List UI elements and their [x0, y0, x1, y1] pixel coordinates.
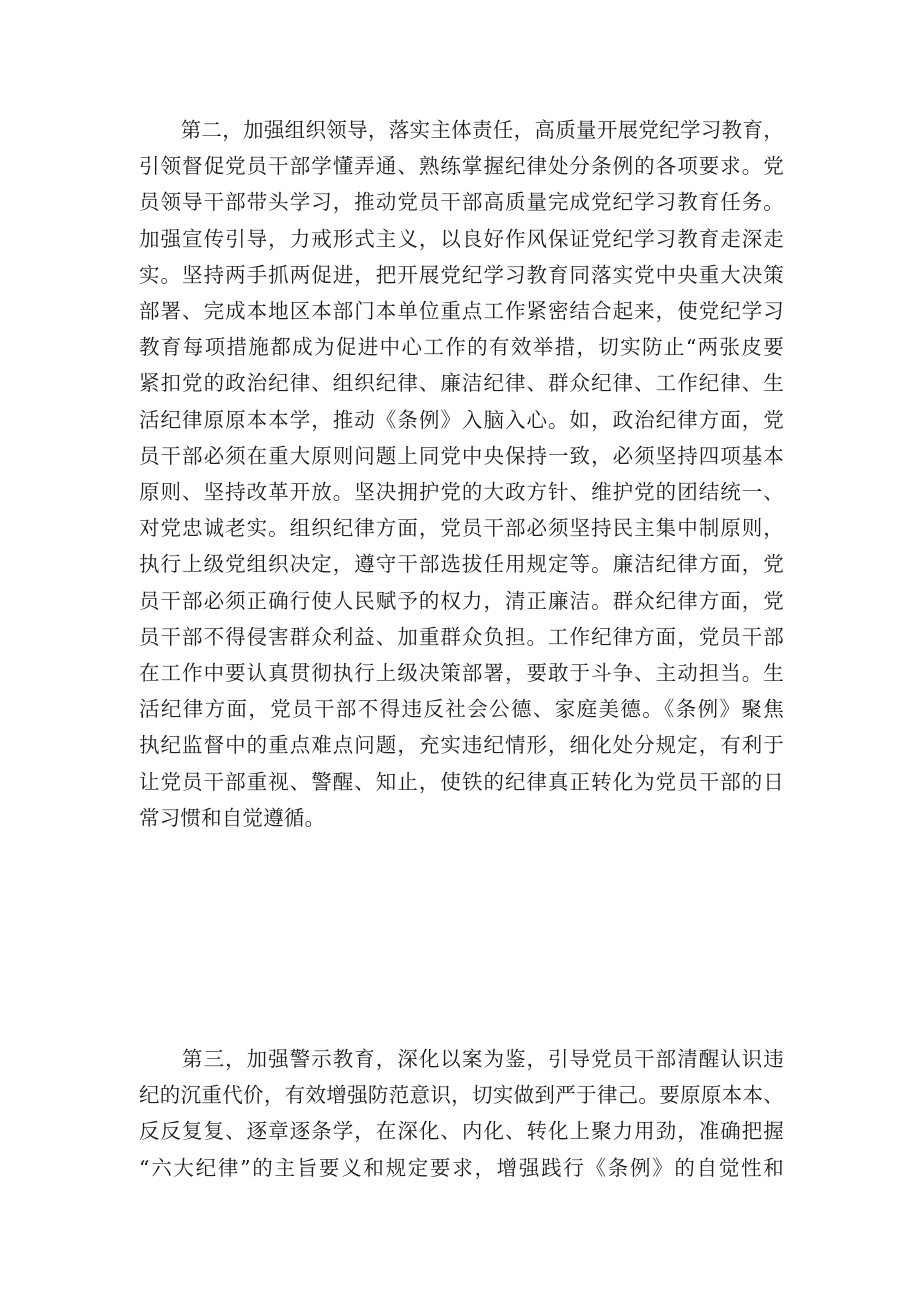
- text-line: 员干部必须在重大原则问题上同党中央保持一致，必须坚持四项基本: [139, 443, 784, 468]
- text-line: 实。坚持两手抓两促进，把开展党纪学习教育同落实党中央重大决策: [139, 262, 784, 287]
- text-line: 员领导干部带头学习，推动党员干部高质量完成党纪学习教育任务。: [139, 190, 784, 215]
- text-line: 反反复复、逐章逐条学，在深化、内化、转化上聚力用劲，准确把握: [139, 1119, 784, 1144]
- text-line: 执纪监督中的重点难点问题，充实违纪情形，细化处分规定，有利于: [139, 733, 784, 758]
- text-line: 加强宣传引导，力戒形式主义，以良好作风保证党纪学习教育走深走: [139, 226, 784, 251]
- text-line: “六大纪律”的主旨要义和规定要求，增强践行《条例》的自觉性和: [139, 1155, 784, 1180]
- text-line: 教育每项措施都成为促进中心工作的有效举措，切实防止“两张皮要: [139, 335, 784, 360]
- text-line: 第二，加强组织领导，落实主体责任，高质量开展党纪学习教育，: [139, 118, 784, 142]
- text-line: 纪的沉重代价，有效增强防范意识，切实做到严于律己。要原原本本、: [139, 1083, 784, 1108]
- text-line: 执行上级党组织决定，遵守干部选拔任用规定等。廉洁纪律方面，党: [139, 552, 784, 577]
- paragraph-third-point: [139, 1041, 784, 1186]
- text-line: 活纪律方面，党员干部不得违反社会公德、家庭美德。《条例》聚焦: [139, 697, 784, 722]
- text-line: 部署、完成本地区本部门本单位重点工作紧密结合起来，使党纪学习: [139, 299, 784, 324]
- text-line: 常习惯和自觉遵循。: [139, 805, 326, 830]
- text-line: 原则、坚持改革开放。坚决拥护党的大政方针、维护党的团结统一、: [139, 480, 784, 505]
- text-line: 对党忠诚老实。组织纪律方面，党员干部必须坚持民主集中制原则，: [139, 516, 784, 541]
- text-line: 紧扣党的政治纪律、组织纪律、廉洁纪律、群众纪律、工作纪律、生: [139, 371, 784, 396]
- text-line: 第三，加强警示教育，深化以案为鉴，引导党员干部清醒认识违: [139, 1047, 784, 1071]
- text-line: 让党员干部重视、警醒、知止，使铁的纪律真正转化为党员干部的日: [139, 769, 784, 794]
- text-line: 员干部不得侵害群众利益、加重群众负担。工作纪律方面，党员干部: [139, 624, 784, 649]
- text-line: 在工作中要认真贯彻执行上级决策部署，要敢于斗争、主动担当。生: [139, 661, 784, 686]
- paragraph-second-point: [139, 112, 784, 836]
- text-line: 员干部必须正确行使人民赋予的权力，清正廉洁。群众纪律方面，党: [139, 588, 784, 613]
- text-line: 引领督促党员干部学懂弄通、熟练掌握纪律处分条例的各项要求。党: [139, 154, 784, 179]
- text-line: 活纪律原原本本学，推动《条例》入脑入心。如，政治纪律方面，党: [139, 407, 784, 432]
